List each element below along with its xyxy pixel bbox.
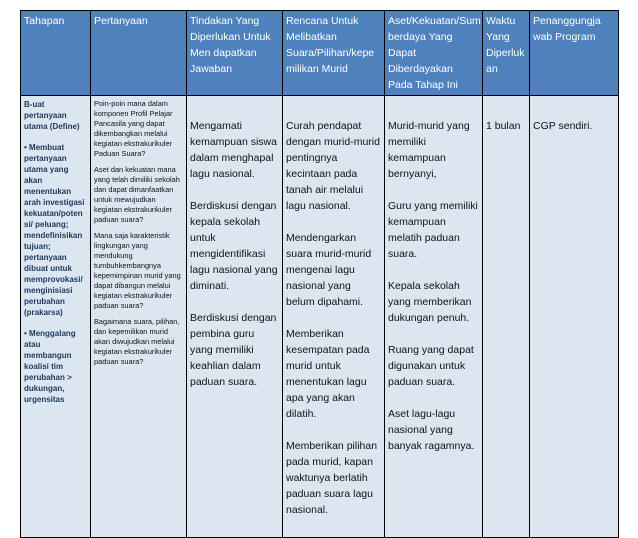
tahapan-point-2: • Menggalang atau membangun koalisi tim perubahan > dukungan, urgensitas (24, 329, 76, 404)
header-penanggung-jawab: Penanggungja wab Program (530, 11, 619, 96)
question-3: Mana saja karakteristik lingkungan yang mendukung tumbuhkembangnya kepemimpinan murid yang dapat dibangun melalui kegiatan ekstrakurikuler paduan suara? (94, 231, 181, 310)
plan-2: Mendengarkan suara murid-murid mengenai lagu nasional yang belum dipahami. (286, 232, 372, 308)
header-rencana: Rencana Untuk Melibatkan Suara/Pilihan/kepe milikan Murid (283, 11, 385, 96)
responsible-value: CGP sendiri. (533, 120, 593, 132)
plan-3: Memberikan kesempatan pada murid untuk menentukan lagu apa yang akan dilatih. (286, 328, 370, 420)
action-2: Berdiskusi dengan kepala sekolah untuk mengidentifikasi lagu nasional yang diminati. (190, 200, 278, 292)
header-tahapan: Tahapan (21, 11, 91, 96)
table-row (21, 96, 619, 538)
header-pertanyaan: Pertanyaan (91, 11, 187, 96)
asset-5: Aset lagu-lagu nasional yang banyak ragamnya. (388, 408, 475, 452)
action-1: Mengamati kemampuan siswa dalam menghapal lagu nasional. (190, 120, 277, 180)
plan-1: Curah pendapat dengan murid-murid pentingnya kecintaan pada tanah air melalui lagu nasional. (286, 120, 380, 212)
question-1: Poin-poin mana dalam komponen Profil Pelajar Pancasila yang dapat dikembangkan melalui kegiatan ekstrakurikuler Paduan Suara? (94, 99, 173, 158)
planning-table (20, 10, 619, 538)
action-3: Berdiskusi dengan pembina guru yang memiliki keahlian dalam paduan suara. (190, 312, 277, 388)
duration-value: 1 bulan (486, 120, 521, 132)
tahapan-title: B-uat pertanyaan utama (Define) (24, 100, 80, 131)
cell-tindakan (187, 96, 283, 538)
asset-1: Murid-murid yang memiliki kemampuan bernyanyi, (388, 120, 470, 180)
asset-4: Ruang yang dapat digunakan untuk paduan suara. (388, 344, 474, 388)
cell-pertanyaan (91, 96, 187, 538)
cell-waktu (483, 96, 530, 538)
cell-aset (385, 96, 483, 538)
question-2: Aset dan kekuatan mana yang telah dimiliki sekolah dan dapat dimanfaatkan untuk mewujudkan kegiatan ekstrakurikuler paduan suara? (94, 165, 180, 224)
header-tindakan: Tindakan Yang Diperlukan Untuk Men dapatkan Jawaban (187, 11, 283, 96)
header-aset: Aset/Kekuatan/Sum berdaya Yang Dapat Diberdayakan Pada Tahap Ini (385, 11, 483, 96)
cell-penanggung-jawab (530, 96, 619, 538)
header-row (21, 11, 619, 96)
asset-3: Kepala sekolah yang memberikan dukungan penuh. (388, 280, 472, 324)
cell-tahapan (21, 96, 91, 538)
header-waktu: Waktu Yang Diperluk an (483, 11, 530, 96)
tahapan-point-1: • Membuat pertanyaan utama yang akan menentukan arah investigasi kekuatan/poten si/ peluang; mendefinisikan tujuan; pertanyaan dibuat untuk memprovokasi/ menginisiasi perubahan (prakarsa) (24, 143, 85, 317)
plan-4: Memberikan pilihan pada murid, kapan waktunya berlatih paduan suara lagu nasional. (286, 440, 378, 516)
asset-2: Guru yang memiliki kemampuan melatih paduan suara. (388, 200, 478, 260)
cell-rencana (283, 96, 385, 538)
question-4: Bagaimana suara, pilihan, dan kepemilikan murid akan diwujudkan melalui kegiatan ekstrakurikuler paduan suara? (94, 317, 180, 366)
